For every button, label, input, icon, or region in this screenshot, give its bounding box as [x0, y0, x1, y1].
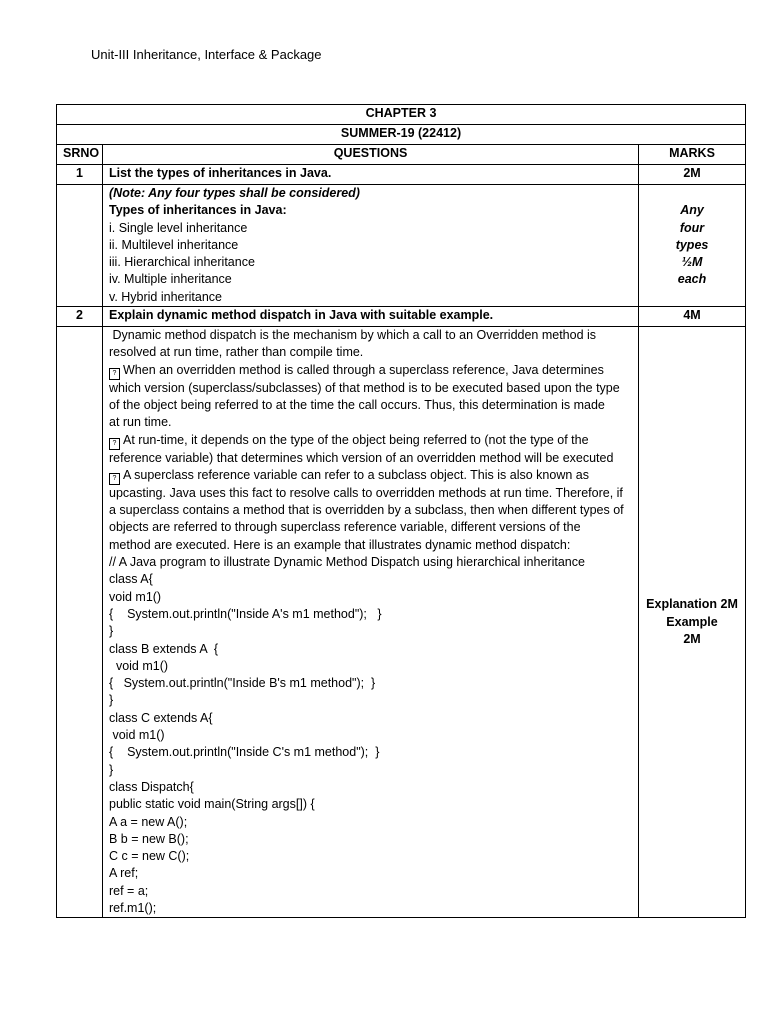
empty-cell — [57, 327, 103, 918]
answer-line — [109, 571, 632, 588]
answer-line-text: at run time. — [109, 415, 172, 430]
answer-line-text: objects are referred to through superclass reference variable, different versions of the — [109, 520, 581, 535]
bullet-glyph-icon: ? — [109, 438, 120, 450]
bullet-glyph-icon: ? — [109, 368, 120, 380]
answer-line-text: // A Java program to illustrate Dynamic Method Dispatch using hierarchical inheritance — [109, 555, 585, 570]
answer-line — [109, 831, 632, 848]
answer-line — [109, 606, 632, 623]
answer-line — [109, 710, 632, 727]
answer-line — [109, 762, 632, 779]
answer-line-text: A a = new A(); — [109, 814, 188, 829]
marks-line: types — [675, 237, 709, 252]
answer-line — [109, 883, 632, 900]
answer-line — [109, 796, 632, 813]
answer-line-text: upcasting. Java uses this fact to resolve calls to overridden methods at run time. Therefore, if — [109, 485, 623, 500]
list-item: ii. Multilevel inheritance — [109, 237, 239, 252]
col-header-questions: QUESTIONS — [103, 145, 639, 165]
answer-line-text: } — [109, 762, 114, 777]
answer-line — [109, 589, 632, 606]
answer-line-text: } — [109, 693, 114, 708]
answer-marks — [639, 327, 746, 918]
list-item: iii. Hierarchical inheritance — [109, 255, 255, 270]
marks-line: 2M — [683, 631, 701, 646]
answer-line — [109, 519, 632, 536]
page-header: Unit-III Inheritance, Interface & Package — [91, 47, 322, 62]
marks-line: ½M — [681, 255, 703, 270]
answer-line-text: When an overridden method is called through a superclass reference, Java determines — [123, 362, 604, 377]
answer-line — [109, 414, 632, 431]
answer-row — [57, 327, 746, 918]
answer-line — [109, 432, 632, 450]
answer-line-text: reference variable) that determines which version of an overridden method will be executed — [109, 450, 614, 465]
answer-line — [109, 848, 632, 865]
answer-line — [109, 623, 632, 640]
answer-row — [57, 185, 746, 307]
answer-line — [109, 641, 632, 658]
answer-line — [109, 537, 632, 554]
answer-line — [109, 327, 632, 344]
question-marks: 2M — [639, 165, 746, 185]
chapter-title: CHAPTER 3 — [57, 105, 746, 125]
empty-cell — [57, 185, 103, 307]
answer-line — [109, 779, 632, 796]
answer-line-text: resolved at run time, rather than compile time. — [109, 345, 364, 360]
question-number: 1 — [57, 165, 103, 185]
question-row — [57, 165, 746, 185]
answer-line-text: ref.m1(); — [109, 900, 157, 915]
answer-line — [109, 450, 632, 467]
answer-line-text: class Dispatch{ — [109, 779, 194, 794]
answer-line — [109, 362, 632, 380]
answer-line-text: ref = a; — [109, 883, 149, 898]
list-item: i. Single level inheritance — [109, 220, 248, 235]
question-table — [56, 104, 746, 918]
marks-line: each — [677, 272, 707, 287]
answer-line-text: a superclass contains a method that is overridden by a subclass, then when different types of — [109, 503, 624, 518]
question-text: List the types of inheritances in Java. — [103, 165, 639, 185]
answer-line — [109, 380, 632, 397]
question-marks: 4M — [639, 307, 746, 327]
answer-line-text: { System.out.println("Inside B's m1 method"); } — [109, 676, 376, 691]
answer-line-text: void m1() — [109, 658, 169, 673]
answer-marks — [639, 185, 746, 307]
answer-line — [109, 814, 632, 831]
answer-line — [109, 675, 632, 692]
answer-line-text: { System.out.println("Inside C's m1 method"); } — [109, 745, 380, 760]
marks-line: Explanation 2M — [646, 597, 738, 612]
bullet-glyph-icon: ? — [109, 473, 120, 485]
answer-line-text: class C extends A{ — [109, 710, 213, 725]
answer-line — [109, 727, 632, 744]
question-text: Explain dynamic method dispatch in Java with suitable example. — [103, 307, 639, 327]
answer-line-text: A superclass reference variable can refer to a subclass object. This is also known as — [123, 467, 589, 482]
answer-line-text: void m1() — [109, 589, 162, 604]
answer-line-text: class B extends A { — [109, 641, 219, 656]
answer-line-text: C c = new C(); — [109, 849, 190, 864]
answer-line — [109, 397, 632, 414]
answer-line — [109, 900, 632, 917]
answer-line — [109, 554, 632, 571]
answer-line-text: method are executed. Here is an example that illustrates dynamic method dispatch: — [109, 537, 571, 552]
col-header-marks: MARKS — [639, 145, 746, 165]
answer-line-text: class A{ — [109, 572, 153, 587]
answer-line — [109, 502, 632, 519]
answer-line-text: A ref; — [109, 866, 139, 881]
list-item: v. Hybrid inheritance — [109, 289, 223, 304]
answer-line — [109, 344, 632, 361]
marks-line: Any — [680, 203, 704, 218]
answer-line-text: { System.out.println("Inside A's m1 method"); } — [109, 606, 382, 621]
answer-line-text: public static void main(String args[]) { — [109, 797, 315, 812]
answer-line-text: } — [109, 624, 114, 639]
answer-line-text: which version (superclass/subclasses) of that method is to be executed based upon the type — [109, 380, 620, 395]
answer-line — [109, 467, 632, 485]
answer-note: (Note: Any four types shall be considered) — [109, 186, 360, 200]
question-number: 2 — [57, 307, 103, 327]
answer-line — [109, 744, 632, 761]
list-item: iv. Multiple inheritance — [109, 272, 232, 287]
answer-line — [109, 485, 632, 502]
answer-line-text: Dynamic method dispatch is the mechanism by which a call to an Overridden method is — [109, 328, 597, 343]
answer-cell — [103, 327, 639, 918]
answer-line-text: void m1() — [109, 728, 165, 743]
answer-line-text: B b = new B(); — [109, 831, 189, 846]
marks-line: Example — [666, 614, 718, 629]
answer-line — [109, 658, 632, 675]
answer-cell — [103, 185, 639, 307]
answer-line-text: At run-time, it depends on the type of the object being referred to (not the type of the — [123, 432, 589, 447]
exam-title: SUMMER-19 (22412) — [57, 125, 746, 145]
answer-line — [109, 865, 632, 882]
col-header-srno: SRNO — [57, 145, 103, 165]
marks-line: four — [679, 220, 705, 235]
answer-line-text: of the object being referred to at the time the call occurs. Thus, this determination is made — [109, 397, 605, 412]
question-row — [57, 307, 746, 327]
answer-line — [109, 692, 632, 709]
answer-heading: Types of inheritances in Java: — [109, 203, 287, 218]
